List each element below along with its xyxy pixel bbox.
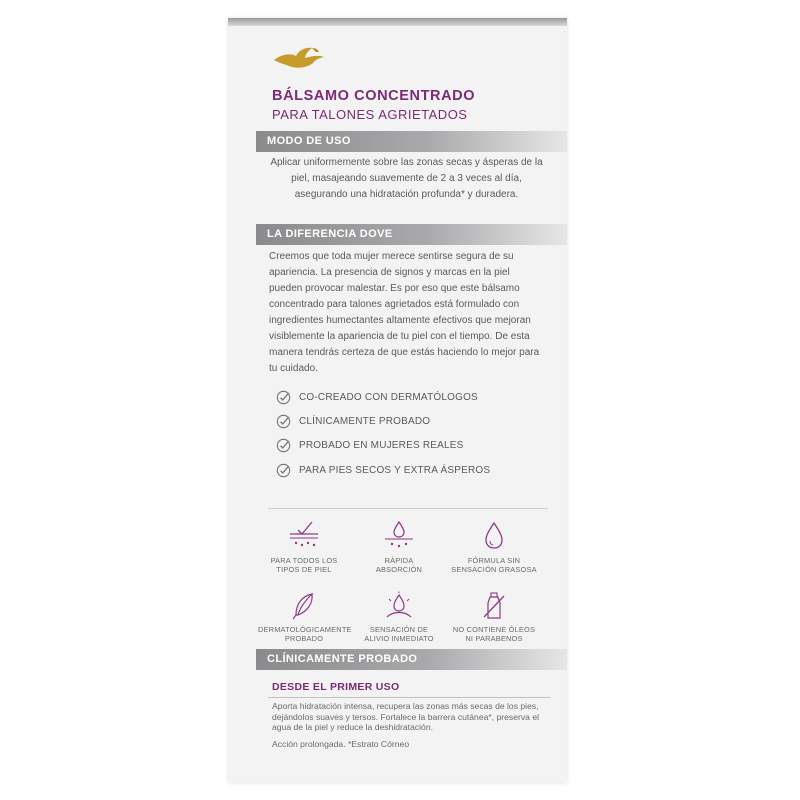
diferencia-heading: LA DIFERENCIA DOVE <box>256 224 567 245</box>
relief-drop-icon <box>381 591 417 621</box>
claim-item <box>276 434 490 458</box>
product-subtitle: PARA TALONES AGRIETADOS <box>272 107 468 122</box>
benefit-item <box>448 520 540 574</box>
claim-item <box>276 458 490 482</box>
clinico-heading: CLÍNICAMENTE PROBADO <box>256 649 567 670</box>
product-title: BÁLSAMO CONCENTRADO <box>272 88 476 104</box>
benefit-label: PARA TODOS LOS TIPOS DE PIEL <box>270 556 338 574</box>
claim-label: CLÍNICAMENTE PROBADO <box>299 415 431 427</box>
claims-list <box>276 385 490 482</box>
skin-absorption-icon <box>381 520 417 552</box>
benefit-item <box>353 520 445 574</box>
benefit-label: SENSACIÓN DE ALIVIO INMEDIATO <box>364 625 434 643</box>
clinico-underline <box>268 697 550 698</box>
skin-check-icon <box>286 520 322 552</box>
product-box <box>228 18 567 783</box>
check-circle-icon <box>276 414 291 429</box>
modo-de-uso-text: Aplicar uniformemente sobre las zonas secas y ásperas de la piel, masajeando suavemente de 2 a 3 veces al día, asegurando una hidratación profunda* y duradera. <box>270 157 543 200</box>
benefit-label: NO CONTIENE ÓLEOS NI PARABENOS <box>452 625 536 643</box>
claim-label: CO-CREADO CON DERMATÓLOGOS <box>299 391 478 403</box>
diferencia-text: Creemos que toda mujer merece sentirse segura de su apariencia. La presencia de signos y marcas en la piel pueden provocar malestar. Es por eso que este bálsamo concentrado para talones agrietados está formulado con ingredientes humectantes altamente efectivos que mejoran visiblemente la apariencia de tu piel con el tiempo. De esta manera tendrás certeza de que estás haciendo lo mejor para tu cuidado. <box>269 251 540 374</box>
clinico-text: Aporta hidratación intensa, recupera las zonas más secas de los pies, dejándolos suaves y tersos. Fortalece la barrera cutánea*, preserva el agua de la piel y reduce la deshidratación. <box>272 701 540 733</box>
benefit-label: RÁPIDA ABSORCIÓN <box>375 556 423 574</box>
clinico-subheading: DESDE EL PRIMER USO <box>272 681 400 693</box>
benefit-label: DERMATOLÓGICAMENTE PROBADO <box>258 625 352 643</box>
check-circle-icon <box>276 438 291 453</box>
benefit-item <box>448 591 540 643</box>
benefit-item <box>353 591 445 643</box>
clinico-footnote: Acción prolongada. *Estrato Córneo <box>272 739 410 749</box>
drop-icon <box>476 520 512 552</box>
benefit-item <box>258 520 350 574</box>
feather-icon <box>286 591 322 621</box>
benefit-item <box>258 591 350 643</box>
benefit-label: FÓRMULA SIN SENSACIÓN GRASOSA <box>451 556 537 574</box>
dove-bird-icon <box>272 46 326 70</box>
no-bottle-icon <box>476 591 512 621</box>
check-circle-icon <box>276 390 291 405</box>
claim-item <box>276 385 490 409</box>
box-top-strip <box>228 18 567 26</box>
section-divider <box>268 508 548 509</box>
modo-de-uso-heading: MODO DE USO <box>256 131 567 152</box>
claim-label: PROBADO EN MUJERES REALES <box>299 440 464 452</box>
claim-item <box>276 409 490 433</box>
claim-label: PARA PIES SECOS Y EXTRA ÁSPEROS <box>299 464 491 476</box>
check-circle-icon <box>276 463 291 478</box>
